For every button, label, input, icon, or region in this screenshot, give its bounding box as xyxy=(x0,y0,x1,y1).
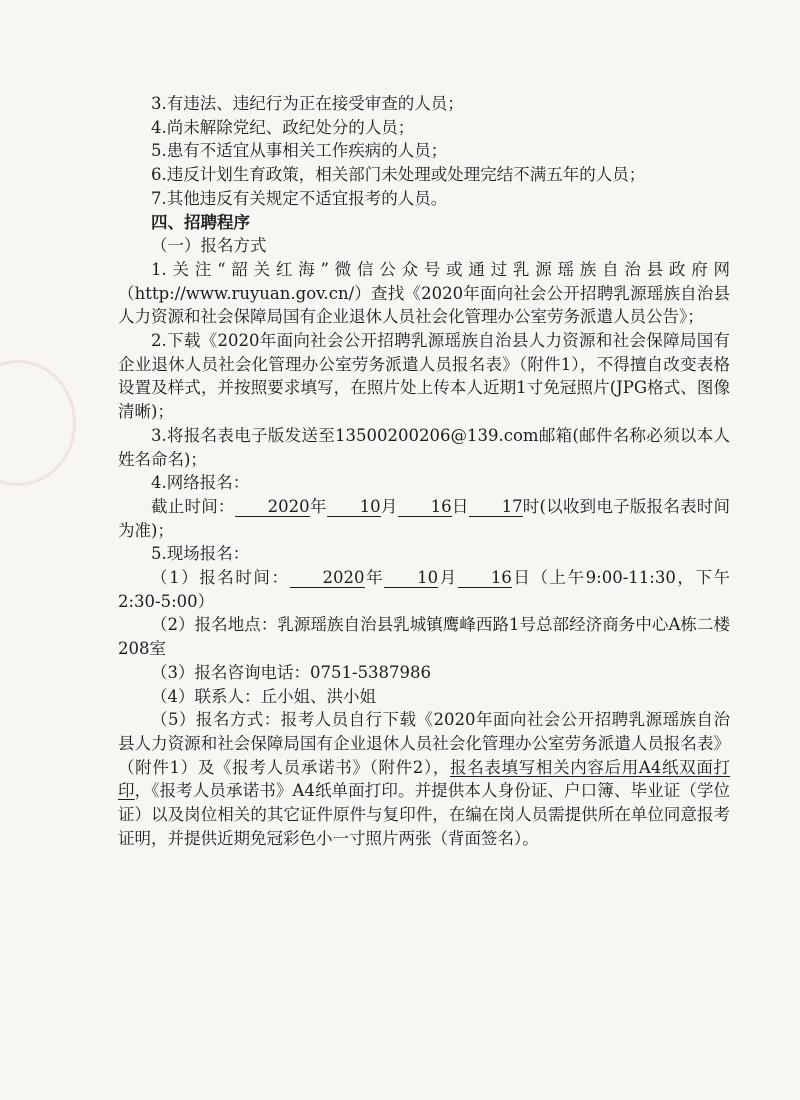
onsite-phone: （3）报名咨询电话：0751-5387986 xyxy=(151,662,432,682)
deadline-day: 16 xyxy=(398,497,452,517)
onsite-day: 16 xyxy=(458,568,512,588)
deadline-month: 10 xyxy=(327,497,381,517)
item-6: 6.违反计划生育政策，相关部门未处理或处理完结不满五年的人员； xyxy=(151,165,646,185)
onsite-method-underlined: 报名表填写相关内容后用A4纸双面打印 xyxy=(118,757,730,801)
unit-month-2: 月 xyxy=(438,568,458,588)
step-2: 2.下载《2020年面向社会公开招聘乳源瑶族自治县人力资源和社会保障局国有企业退休人员社会化管理办公室劳务派遣人员报名表》（附件1），不得擅自改变表格设置及样式，并按照要求填写，在照片处上传本人近期1寸免冠照片(JPG格式、图像清晰)； xyxy=(118,331,730,422)
stamp-mark xyxy=(0,360,76,486)
document-body xyxy=(118,92,730,851)
unit-year-2: 年 xyxy=(364,568,385,588)
onsite-time-tail: 日（上午9:00-11:30，下午2:30-5:00） xyxy=(118,568,731,611)
onsite-month: 10 xyxy=(384,568,438,588)
onsite-year: 2020 xyxy=(290,568,365,588)
unit-month: 月 xyxy=(380,496,398,516)
onsite-contact: （4）联系人：丘小姐、洪小姐 xyxy=(151,686,376,706)
onsite-method-a: （5）报名方式：报考人员自行下载《2020年面向社会公开招聘乳源瑶族自治县人力资源和社会保障局国有企业退休人员社会化管理办公室劳务派遣人员报名表》（附件1）及《报考人员承诺书》（附件2）， xyxy=(118,710,730,777)
onsite-method-b: ，《报考人员承诺书》A4纸单面打印。并提供本人身份证、户口簿、毕业证（学位证）以及岗位相关的其它证件原件与复印件，在编在岗人员需提供所在单位同意报考证明，并提供近期免冠彩色小一寸照片两张（背面签名）。 xyxy=(118,781,730,848)
sub-heading: （一）报名方式 xyxy=(151,236,267,256)
onsite-time-label: （1）报名时间： xyxy=(151,568,290,588)
deadline-note: 时(以收到电子版报名表时间为准)； xyxy=(118,496,731,540)
step-3: 3.将报名表电子版发送至13500200206@139.com邮箱(邮件名称必须以本人姓名命名)； xyxy=(118,425,730,469)
item-5: 5.患有不适宜从事相关工作疾病的人员； xyxy=(151,141,448,161)
onsite-time xyxy=(118,566,730,613)
deadline-year: 2020 xyxy=(235,497,310,517)
step-4: 4.网络报名： xyxy=(151,473,250,493)
onsite-method xyxy=(118,708,730,850)
item-7: 7.其他违反有关规定不适宜报考的人员。 xyxy=(151,188,448,208)
item-4: 4.尚未解除党纪、政纪处分的人员； xyxy=(151,117,415,137)
step-5: 5.现场报名： xyxy=(151,544,250,564)
deadline-label: 截止时间： xyxy=(151,496,235,516)
section-heading: 四、招聘程序 xyxy=(151,212,250,232)
deadline-hour: 17 xyxy=(469,497,523,517)
step-1: 1.关注“韶关红海”微信公众号或通过乳源瑶族自治县政府网（http://www.ruyuan.gov.cn/）查找《2020年面向社会公开招聘乳源瑶族自治县人力资源和社会保障局国有企业退休人员社会化管理办公室劳务派遣人员公告》； xyxy=(118,259,730,327)
item-3: 3.有违法、违纪行为正在接受审查的人员； xyxy=(151,94,464,113)
unit-day: 日 xyxy=(451,496,469,516)
unit-year: 年 xyxy=(309,496,327,516)
deadline-line xyxy=(118,495,730,542)
onsite-location: （2）报名地点：乳源瑶族自治县乳城镇鹰峰西路1号总部经济商务中心A栋二楼208室 xyxy=(118,615,730,659)
